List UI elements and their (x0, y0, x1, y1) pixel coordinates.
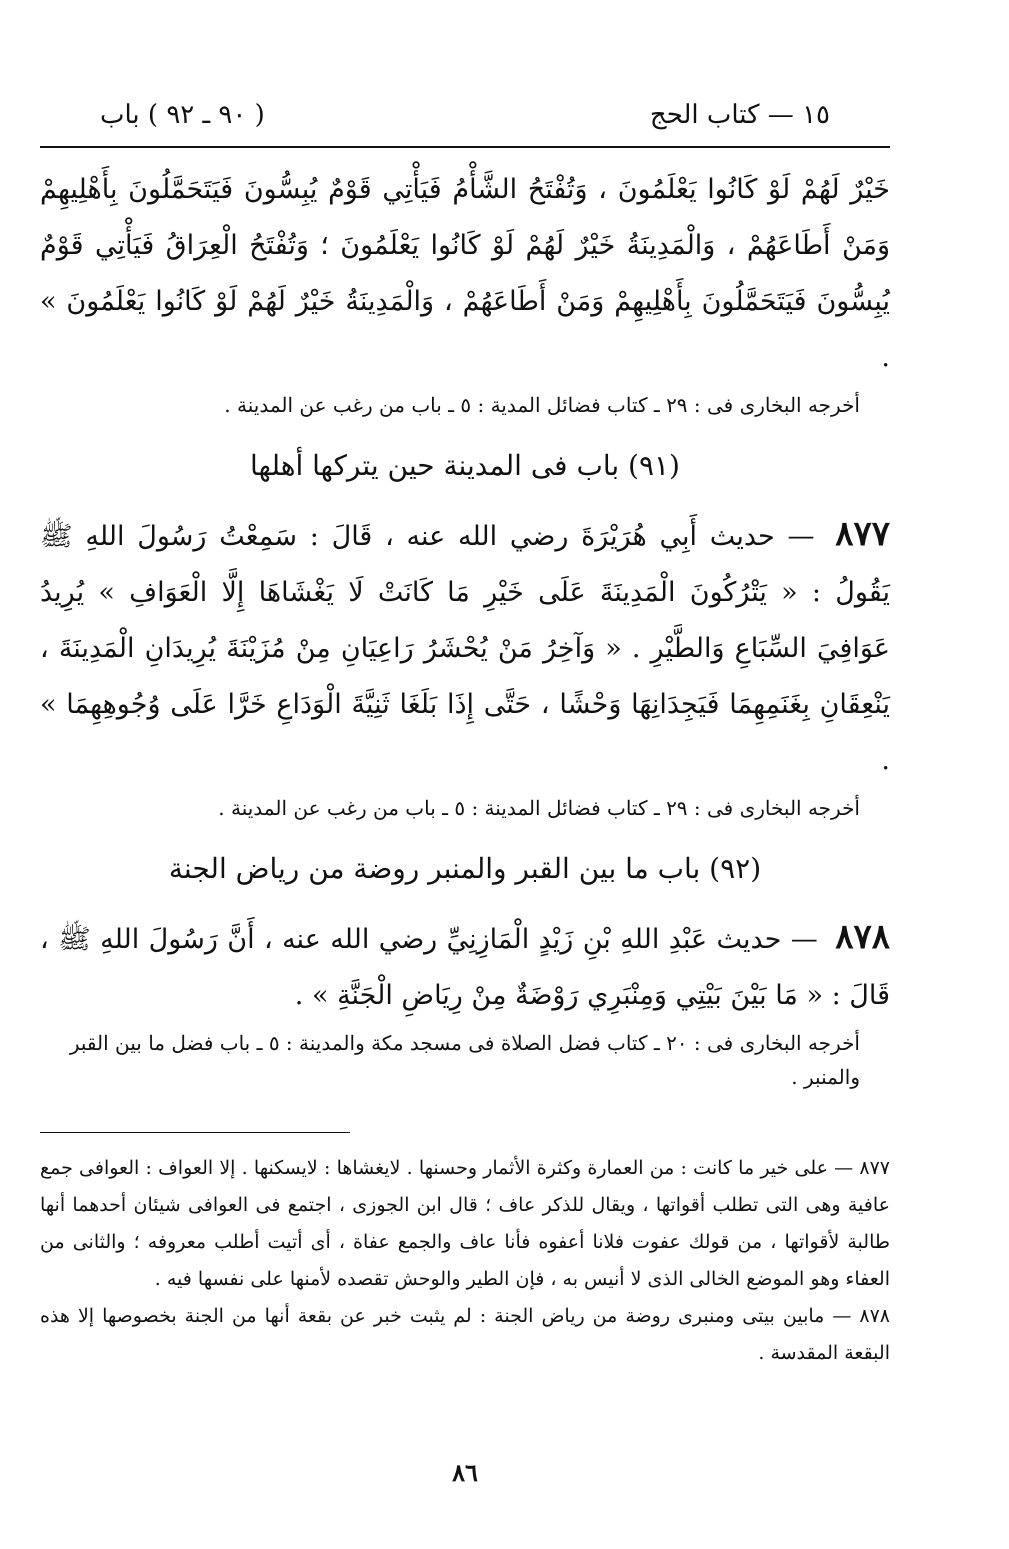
footnotes (40, 1150, 890, 1372)
book-chapter-header: ١٥ — كتاب الحج (649, 100, 830, 130)
page-number: ٨٦ (452, 1458, 478, 1487)
footnote-877: ٨٧٧ — على خير ما كانت : من العمارة وكثرة الأثمار وحسنها . لايغشاها : لايسكنها . إلا العواف : العوافى جمع عافية وهى التى تطلب أقواتها ، ويقال للذكر عاف ؛ قال ابن الجوزى ، اجتمع فى العوافى شيئان أحدهما أنها طالبة لأقواتها ، من قولك عفوت فلانا أعفوه فأنا عاف والجمع عفاة ، أى أتيت أطلب معروفه ؛ والثانى من العفاء وهو الموضع الخالى الذى لا أنيس به ، فإن الطير والوحش تقصده لأمنها على نفسها فيه . (40, 1157, 890, 1290)
chapter-title-92: (٩٢) باب ما بين القبر والمنبر روضة من رياض الجنة (168, 852, 762, 885)
footnote-divider (40, 1132, 350, 1133)
takhrij-citation: أخرجه البخارى فى : ٢٩ ـ كتاب فضائل المدينة : ٥ ـ باب من رغب عن المدينة . (218, 796, 860, 820)
main-text (40, 162, 890, 1116)
hadith-number: ٨٧٨ (835, 917, 890, 957)
hadith-text: — حديث عَبْدِ اللهِ بْنِ زَيْدٍ الْمَازِنِيِّ رضي الله عنه ، أَنَّ رَسُولَ اللهِ ﷺ ، قَالَ : « مَا بَيْنَ بَيْتِي وَمِنْبَرِي رَوْضَةٌ مِنْ رِيَاضِ الْجَنَّةِ » . (40, 924, 890, 1011)
footnote-878: ٨٧٨ — مابين بيتى ومنبرى روضة من رياض الجنة : لم يثبت خبر عن بقعة أنها من الجنة بخصوصها إلا هذه البقعة المقدسة . (40, 1305, 890, 1364)
continued-hadith-text: خَيْرٌ لَهُمْ لَوْ كَانُوا يَعْلَمُونَ ، وَتُفْتَحُ الشَّأْمُ فَيَأْتِي قَوْمٌ يُبِسُّونَ فَيَتَحَمَّلُونَ بِأَهْلِيهِمْ وَمَنْ أَطَاعَهُمْ ، وَالْمَدِينَةُ خَيْرٌ لَهُمْ لَوْ كَانُوا يَعْلَمُونَ ؛ وَتُفْتَحُ الْعِرَاقُ فَيَأْتِي قَوْمٌ يُبِسُّونَ فَيَتَحَمَّلُونَ بِأَهْلِيهِمْ وَمَنْ أَطَاعَهُمْ ، وَالْمَدِينَةُ خَيْرٌ لَهُمْ لَوْ كَانُوا يَعْلَمُونَ » . (40, 174, 890, 373)
hadith-877 (40, 506, 890, 789)
running-head (40, 90, 890, 148)
chapter-title-91: (٩١) باب فى المدينة حين يتركها أهلها (250, 449, 680, 482)
hadith-text: — حديث أَبِي هُرَيْرَةَ رضي الله عنه ، قَالَ : سَمِعْتُ رَسُولَ اللهِ ﷺ يَقُولُ : « يَتْرُكُونَ الْمَدِينَةَ عَلَى خَيْرِ مَا كَانَتْ لَا يَغْشَاهَا إِلَّا الْعَوَافِ » يُرِيدُ عَوَافِيَ السِّبَاعِ وَالطَّيْرِ . « وَآخِرُ مَنْ يُحْشَرُ رَاعِيَانِ مِنْ مُزَيْنَةَ يُرِيدَانِ الْمَدِينَةَ ، يَنْعِقَانِ بِغَنَمِهِمَا فَيَجِدَانِهَا وَحْشًا ، حَتَّى إِذَا بَلَغَا ثَنِيَّةَ الْوَدَاعِ خَرَّا عَلَى وُجُوهِهِمَا » . (40, 521, 890, 776)
hadith-number: ٨٧٧ (835, 514, 890, 554)
section-range-header: ( ٩٠ ـ ٩٢ ) باب (100, 100, 265, 130)
takhrij-citation: أخرجه البخارى فى : ٢٩ ـ كتاب فضائل المدية : ٥ ـ باب من رغب عن المدينة . (224, 393, 860, 417)
hadith-878 (40, 909, 890, 1024)
book-page (40, 90, 890, 1510)
takhrij-citation: أخرجه البخارى فى : ٢٠ ـ كتاب فضل الصلاة فى مسجد مكة والمدينة : ٥ ـ باب فضل ما بين القبر والمنبر . (69, 1031, 860, 1089)
